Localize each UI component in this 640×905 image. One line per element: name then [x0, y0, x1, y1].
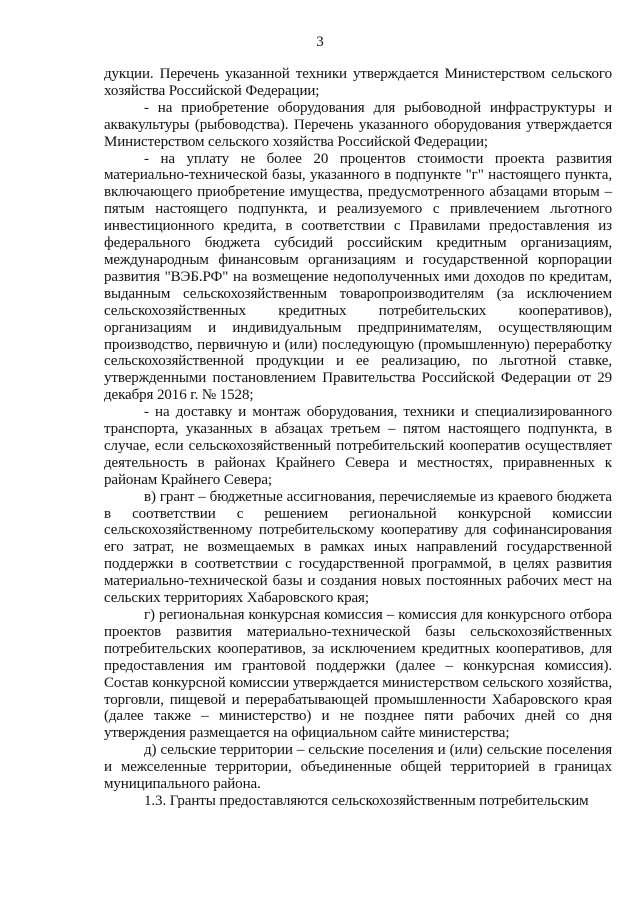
- paragraph-rural-territories: д) сельские территории – сельские поселения и (или) сельские поселения и межселенные территории, объединенные общей территорией в границах муниципального района.: [104, 742, 612, 793]
- paragraph-1-3: 1.3. Гранты предоставляются сельскохозяйственным потребительским: [144, 792, 589, 809]
- paragraph-grant-definition: в) грант – бюджетные ассигнования, перечисляемые из краевого бюджета в соответствии с решением региональной конкурсной комиссии сельскохозяйственному потребительскому кооперативу для софинансирования его затрат, не возмещаемых в рамках иных направлений государственной поддержки в соответствии с государственной программой, в целях развития материально-технической базы и создания новых постоянных рабочих мест на сельских территориях Хабаровского края;: [104, 488, 612, 607]
- paragraph-delivery: - на доставку и монтаж оборудования, техники и специализированного транспорта, указанных в абзацах третьем – пятом настоящего подпункта, в случае, если сельскохозяйственный потребительский кооператив осуществляет деятельность в районах Крайнего Севера и местностях, приравненных к районам Крайнего Севера;: [104, 404, 612, 488]
- page-number: 3: [316, 34, 324, 50]
- paragraph-continuation: дукции. Перечень указанной техники утверждается Министерством сельского хозяйства Российской Федерации;: [104, 66, 612, 99]
- paragraph-loan-payment: - на уплату не более 20 процентов стоимости проекта развития материально-технической базы, указанного в подпункте "г" настоящего пункта, включающего приобретение имущества, предусмотренного абзацами вторым – пятым настоящего подпункта, и реализуемого с привлечением льготного инвестиционного кредита, в соответствии с Правилами предоставления из федерального бюджета субсидий российским кредитным организациям, международным финансовым организациям и государственной корпорации развития "ВЭБ.РФ" на возмещение недополученных ими доходов по кредитам, выданным сельскохозяйственным товаропроизводителям (за исключением сельскохозяйственных кредитных потребительских кооперативов), организациям и индивидуальным предпринимателям, осуществляющим производство, первичную и (или) последующую (промышленную) переработку сельскохозяйственной продукции и ее реализацию, по льготной ставке, утвержденными постановлением Правительства Российской Федерации от 29 декабря 2016 г. № 1528;: [104, 150, 612, 404]
- document-body: [104, 66, 612, 810]
- paragraph-fish-equipment: - на приобретение оборудования для рыбоводной инфраструктуры и аквакультуры (рыбоводства). Перечень указанного оборудования утверждается Министерством сельского хозяйства Российской Федерации;: [104, 99, 612, 150]
- paragraph-commission-definition: г) региональная конкурсная комиссия – комиссия для конкурсного отбора проектов развития материально-технической базы сельскохозяйственных потребительских кооперативов, за исключением кредитных кооперативов, для предоставления им грантовой поддержки (далее – конкурсная комиссия). Состав конкурсной комиссии утверждается министерством сельского хозяйства, торговли, пищевой и перерабатывающей промышленности Хабаровского края (далее также – министерство) и не позднее пяти рабочих дней со дня утверждения размещается на официальном сайте министерства;: [104, 607, 612, 742]
